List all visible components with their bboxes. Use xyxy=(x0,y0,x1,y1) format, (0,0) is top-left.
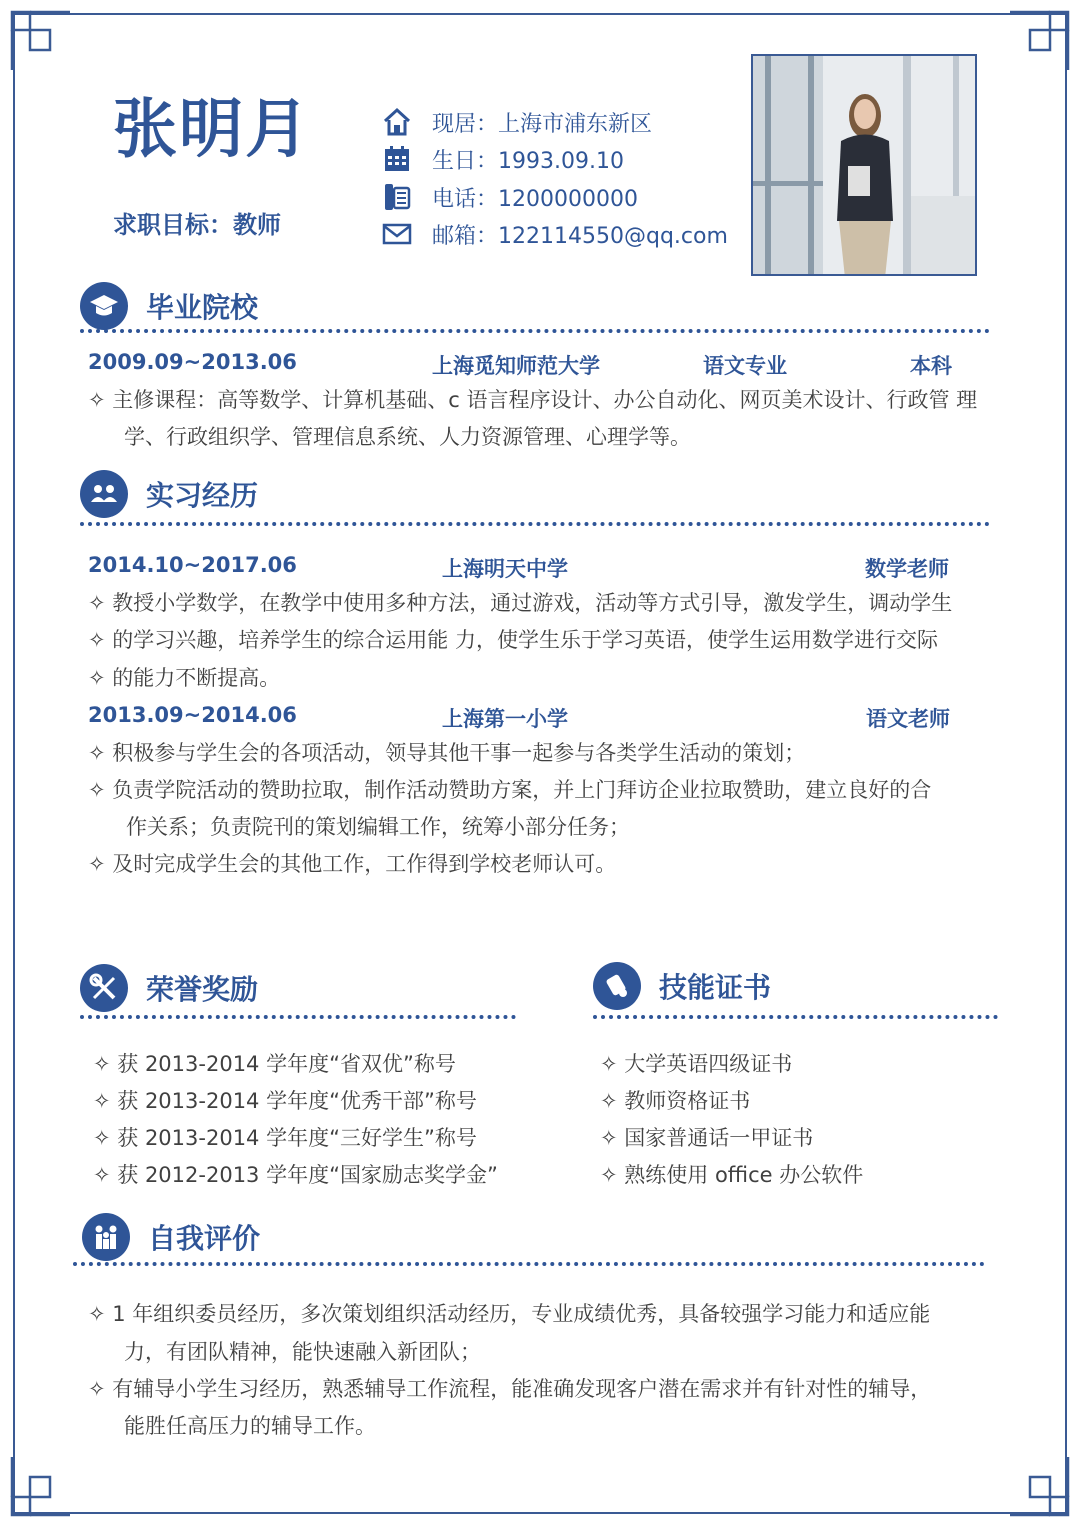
skill-item: ✧ 熟练使用 office 办公软件 xyxy=(600,1163,864,1187)
people-group-icon xyxy=(80,470,128,518)
job-description-line: 作关系；负责院刊的策划编辑工作，统筹小部分任务； xyxy=(126,815,630,839)
section-internship-header xyxy=(80,470,258,518)
section-divider xyxy=(80,1015,516,1019)
education-course-line: 学、行政组织学、管理信息系统、人力资源管理、心理学等。 xyxy=(124,425,691,449)
job-description-line: ✧ 的学习兴趣，培养学生的综合运用能 力，使学生乐于学习英语，使学生运用数学进行交际 xyxy=(88,628,938,652)
section-self-title: 自我评价 xyxy=(148,1222,261,1255)
corner-ornament-top-left xyxy=(8,8,70,70)
job-period: 2014.10~2017.06 xyxy=(88,553,297,577)
section-self-header xyxy=(82,1213,260,1261)
section-internship-title: 实习经历 xyxy=(146,479,259,512)
skill-item: ✧ 教师资格证书 xyxy=(600,1089,751,1113)
family-icon xyxy=(82,1213,130,1261)
self-evaluation-line: ✧ 1 年组织委员经历，多次策划组织活动经历，专业成绩优秀，具备较强学习能力和适应能 xyxy=(88,1302,931,1326)
job-org: 上海明天中学 xyxy=(442,557,568,581)
honor-item: ✧ 获 2013-2014 学年度“优秀干部”称号 xyxy=(93,1089,477,1113)
education-degree: 本科 xyxy=(910,354,952,378)
section-divider xyxy=(80,329,990,333)
corner-ornament-top-right xyxy=(1010,8,1072,70)
job-description-line: ✧ 负责学院活动的赞助拉取，制作活动赞助方案，并上门拜访企业拉取赞助，建立良好的合 xyxy=(88,778,932,802)
section-skills-header xyxy=(593,962,771,1010)
job-description-line: ✧ 的能力不断提高。 xyxy=(88,666,281,690)
job-role: 语文老师 xyxy=(866,707,950,731)
section-education-header xyxy=(80,282,258,330)
home-icon xyxy=(382,107,412,137)
contact-address xyxy=(382,106,652,138)
job-description-line: ✧ 积极参与学生会的各项活动，领导其他干事一起参与各类学生活动的策划； xyxy=(88,741,806,765)
graduation-cap-icon xyxy=(80,282,128,330)
job-role: 数学老师 xyxy=(865,557,949,581)
job-description-line: ✧ 教授小学数学，在教学中使用多种方法，通过游戏，活动等方式引导，激发学生，调动学生 xyxy=(88,591,953,615)
self-evaluation-line: ✧ 有辅导小学生习经历，熟悉辅导工作流程，能准确发现客户潜在需求并有针对性的辅导， xyxy=(88,1377,932,1401)
contact-email-text: 邮箱：122114550@qq.com xyxy=(432,223,728,249)
profile-photo xyxy=(751,54,977,276)
contact-phone xyxy=(382,181,638,213)
section-divider xyxy=(73,1262,985,1266)
section-divider xyxy=(593,1015,998,1019)
section-education-title: 毕业院校 xyxy=(146,291,259,324)
contact-phone-text: 电话：1200000000 xyxy=(432,186,638,212)
self-evaluation-line: 力，有团队精神，能快速融入新团队； xyxy=(124,1340,481,1364)
self-evaluation-line: 能胜任高压力的辅导工作。 xyxy=(124,1414,376,1438)
skill-item: ✧ 大学英语四级证书 xyxy=(600,1052,793,1076)
phone-icon xyxy=(382,182,412,212)
education-major: 语文专业 xyxy=(703,354,787,378)
honor-item: ✧ 获 2013-2014 学年度“三好学生”称号 xyxy=(93,1126,477,1150)
mail-icon xyxy=(382,219,412,249)
contact-address-text: 现居：上海市浦东新区 xyxy=(432,111,653,137)
contact-birthday xyxy=(382,143,624,175)
job-description-line: ✧ 及时完成学生会的其他工作，工作得到学校老师认可。 xyxy=(88,852,617,876)
calendar-icon xyxy=(382,144,412,174)
section-skills-title: 技能证书 xyxy=(659,971,772,1004)
education-course-line: ✧ 主修课程：高等数学、计算机基础、c 语言程序设计、办公自动化、网页美术设计、行政管 理 xyxy=(88,388,978,412)
honor-item: ✧ 获 2013-2014 学年度“省双优”称号 xyxy=(93,1052,456,1076)
education-period: 2009.09~2013.06 xyxy=(88,350,297,374)
contact-email xyxy=(382,218,728,250)
tools-icon xyxy=(80,964,128,1012)
section-divider xyxy=(80,522,990,526)
candidate-name: 张明月 xyxy=(113,93,311,167)
job-goal: 求职目标：教师 xyxy=(113,211,281,239)
certificate-icon xyxy=(593,962,641,1010)
education-school: 上海觅知师范大学 xyxy=(432,354,600,378)
section-honors-header xyxy=(80,964,258,1012)
section-honors-title: 荣誉奖励 xyxy=(146,973,259,1006)
contact-birthday-text: 生日：1993.09.10 xyxy=(432,148,624,174)
honor-item: ✧ 获 2012-2013 学年度“国家励志奖学金” xyxy=(93,1163,498,1187)
job-period: 2013.09~2014.06 xyxy=(88,703,297,727)
skill-item: ✧ 国家普通话一甲证书 xyxy=(600,1126,814,1150)
corner-ornament-bottom-right xyxy=(1010,1457,1072,1519)
job-org: 上海第一小学 xyxy=(442,707,568,731)
corner-ornament-bottom-left xyxy=(8,1457,70,1519)
